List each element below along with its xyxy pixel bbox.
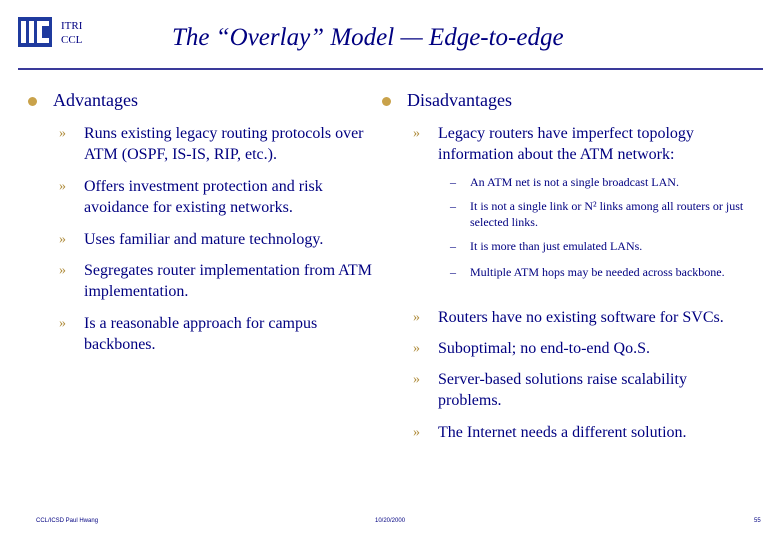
chevron-icon: »	[413, 372, 420, 387]
disadvantage-text: The Internet needs a different solution.	[438, 424, 687, 441]
footer-author: CCL/ICSD Paul Hwang	[36, 518, 99, 524]
disadvantage-item	[413, 338, 758, 359]
subitem-text: Multiple ATM hops may be needed across backbone.	[470, 265, 725, 279]
dash-icon: –	[450, 175, 456, 189]
subitem-text: An ATM net is not a single broadcast LAN.	[470, 175, 679, 189]
disadvantages-bullet-icon	[382, 97, 391, 106]
advantage-text: Uses familiar and mature technology.	[84, 231, 324, 248]
itri-logo-icon	[18, 17, 52, 47]
chevron-icon: »	[59, 316, 66, 331]
title-divider	[18, 68, 763, 70]
advantages-heading: Advantages	[53, 90, 138, 110]
disadvantage-item	[413, 123, 743, 165]
disadvantage-text: Suboptimal; no end-to-end Qo.S.	[438, 340, 650, 357]
chevron-icon: »	[413, 126, 420, 141]
chevron-icon: »	[413, 310, 420, 325]
disadvantage-subitem	[450, 238, 760, 254]
disadvantages-heading: Disadvantages	[407, 90, 512, 110]
chevron-icon: »	[59, 179, 66, 194]
chevron-icon: »	[59, 232, 66, 247]
chevron-icon: »	[59, 263, 66, 278]
subitem-text: It is more than just emulated LANs.	[470, 239, 643, 253]
disadvantage-item	[413, 307, 768, 328]
disadvantage-text: Legacy routers have imperfect topology information about the ATM network:	[438, 125, 694, 163]
advantage-item	[59, 313, 354, 355]
disadvantage-subitem	[450, 198, 760, 230]
disadvantage-text: Server-based solutions raise scalability problems.	[438, 371, 687, 409]
chevron-icon: »	[59, 126, 66, 141]
advantage-item	[59, 123, 374, 165]
advantage-text: Segregates router implementation from ATM implementation.	[84, 262, 372, 300]
dash-icon: –	[450, 199, 456, 213]
advantage-item	[59, 229, 374, 250]
disadvantage-item	[413, 369, 738, 411]
dash-icon: –	[450, 239, 456, 253]
org-name	[61, 19, 82, 47]
subitem-text: It is not a single link or N² links among all routers or just selected links.	[470, 199, 744, 229]
footer-date: 10/20/2000	[375, 518, 406, 524]
page-title: The “Overlay” Model — Edge-to-edge	[172, 24, 564, 51]
disadvantage-subitem	[450, 264, 750, 280]
disadvantage-subitem	[450, 174, 760, 190]
advantages-bullet-icon	[28, 97, 37, 106]
dash-icon: –	[450, 265, 456, 279]
org-line-1: ITRI	[61, 20, 83, 32]
chevron-icon: »	[413, 341, 420, 356]
disadvantage-text: Routers have no existing software for SVCs.	[438, 309, 724, 326]
chevron-icon: »	[413, 425, 420, 440]
footer-page-number: 55	[754, 518, 761, 524]
org-line-2: CCL	[61, 34, 83, 46]
advantage-text: Runs existing legacy routing protocols over ATM (OSPF, IS-IS, RIP, etc.).	[84, 125, 364, 163]
advantage-item	[59, 176, 374, 218]
disadvantage-item	[413, 422, 758, 443]
advantage-item	[59, 260, 374, 302]
advantage-text: Offers investment protection and risk avoidance for existing networks.	[84, 178, 323, 216]
advantage-text: Is a reasonable approach for campus backbones.	[84, 315, 318, 353]
